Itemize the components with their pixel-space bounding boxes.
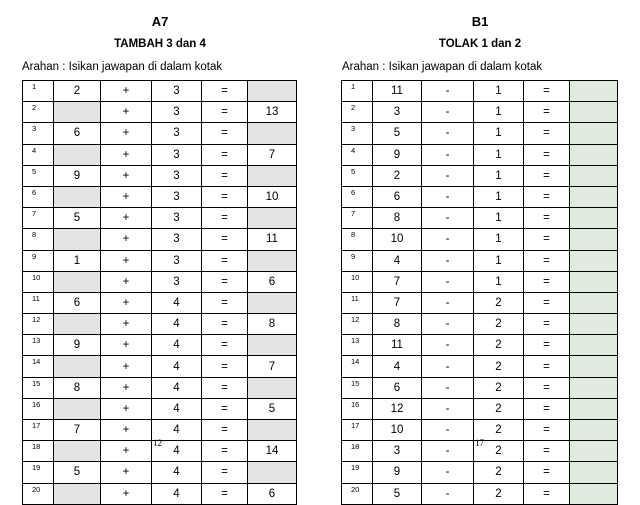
second-operand: 2 (474, 483, 524, 504)
answer-box: 14 (248, 441, 297, 462)
question-number: 14 (342, 356, 373, 377)
first-operand: 3 (373, 441, 422, 462)
question-number: 14 (23, 356, 54, 377)
first-operand: 7 (54, 420, 101, 441)
question-number: 18 (342, 441, 373, 462)
equals-sign: = (524, 335, 570, 356)
operator-sign: + (101, 186, 152, 207)
first-operand: 4 (373, 356, 422, 377)
exercise-row (342, 398, 618, 419)
answer-box[interactable] (570, 356, 618, 377)
question-number: 12 (23, 314, 54, 335)
worksheet-subtitle: TAMBAH 3 dan 4 (114, 38, 206, 50)
operator-sign: + (101, 123, 152, 144)
exercise-row (342, 123, 618, 144)
second-operand: 3 (152, 165, 202, 186)
answer-box[interactable] (248, 250, 297, 271)
question-number: 15 (342, 377, 373, 398)
question-number: 4 (23, 144, 54, 165)
operator-sign: - (422, 271, 474, 292)
exercise-row (342, 208, 618, 229)
question-number: 6 (23, 186, 54, 207)
exercise-row (342, 335, 618, 356)
second-operand: 3 (152, 81, 202, 102)
exercise-row (23, 271, 297, 292)
first-operand: 5 (54, 462, 101, 483)
equals-sign: = (524, 102, 570, 123)
second-operand: 3 (152, 123, 202, 144)
answer-box: 13 (248, 102, 297, 123)
question-number: 1 (342, 81, 373, 102)
second-operand: 3 (152, 208, 202, 229)
first-operand: 11 (373, 81, 422, 102)
equals-sign: = (202, 314, 248, 335)
exercise-row (23, 335, 297, 356)
question-number: 3 (23, 123, 54, 144)
exercise-row (23, 314, 297, 335)
answer-box: 7 (248, 144, 297, 165)
answer-box[interactable] (570, 229, 618, 250)
operator-sign: + (101, 250, 152, 271)
first-operand: 1 (54, 250, 101, 271)
equals-sign: = (202, 144, 248, 165)
second-operand: 2 (474, 356, 524, 377)
operator-sign: - (422, 462, 474, 483)
operator-sign: - (422, 314, 474, 335)
second-operand: 2 (474, 462, 524, 483)
second-operand: 3 (152, 186, 202, 207)
second-operand: 4 (152, 356, 202, 377)
exercise-row (23, 377, 297, 398)
question-number: 4 (342, 144, 373, 165)
operator-sign: + (101, 483, 152, 504)
question-number: 12 (342, 314, 373, 335)
equals-sign: = (202, 335, 248, 356)
operator-sign: - (422, 335, 474, 356)
question-number: 20 (342, 483, 373, 504)
answer-box[interactable] (570, 250, 618, 271)
first-operand: 8 (373, 208, 422, 229)
equals-sign: = (524, 123, 570, 144)
second-operand: 1 (474, 102, 524, 123)
first-operand: 6 (54, 292, 101, 313)
second-operand: 3 (152, 271, 202, 292)
operator-sign: - (422, 144, 474, 165)
equals-sign: = (524, 420, 570, 441)
answer-box[interactable] (570, 377, 618, 398)
second-operand: 1 (474, 81, 524, 102)
answer-box: 6 (248, 483, 297, 504)
exercise-row (342, 165, 618, 186)
answer-box[interactable] (570, 165, 618, 186)
exercise-row (23, 144, 297, 165)
equals-sign: = (524, 441, 570, 462)
question-number: 16 (342, 398, 373, 419)
question-number: 1 (23, 81, 54, 102)
equals-sign: = (202, 441, 248, 462)
operator-sign: + (101, 292, 152, 313)
second-operand: 1 (474, 186, 524, 207)
second-operand: 2 (474, 377, 524, 398)
worksheet-subtitle: TOLAK 1 dan 2 (438, 38, 522, 50)
equals-sign: = (202, 292, 248, 313)
question-number: 17 (23, 420, 54, 441)
exercise-row (23, 123, 297, 144)
answer-box[interactable] (570, 208, 618, 229)
operator-sign: - (422, 186, 474, 207)
answer-box[interactable] (570, 123, 618, 144)
equals-sign: = (202, 271, 248, 292)
operator-sign: + (101, 441, 152, 462)
second-operand: 2 (474, 398, 524, 419)
answer-box[interactable] (570, 144, 618, 165)
exercise-row (342, 462, 618, 483)
page-number: 12 (153, 438, 162, 448)
first-operand: 9 (54, 335, 101, 356)
operator-sign: + (101, 335, 152, 356)
question-number: 5 (342, 165, 373, 186)
first-operand: 2 (373, 165, 422, 186)
answer-box[interactable] (570, 335, 618, 356)
operator-sign: - (422, 356, 474, 377)
first-operand: 8 (54, 377, 101, 398)
equals-sign: = (524, 81, 570, 102)
first-operand: 9 (373, 462, 422, 483)
answer-box[interactable] (248, 81, 297, 102)
first-operand: 7 (373, 271, 422, 292)
answer-box[interactable] (248, 123, 297, 144)
operator-sign: - (422, 398, 474, 419)
equals-sign: = (524, 208, 570, 229)
operator-sign: - (422, 102, 474, 123)
operator-sign: + (101, 229, 152, 250)
question-number: 8 (23, 229, 54, 250)
exercise-row (23, 208, 297, 229)
answer-box[interactable] (248, 377, 297, 398)
question-number: 2 (342, 102, 373, 123)
answer-box[interactable] (570, 398, 618, 419)
exercise-row (23, 102, 297, 123)
equals-sign: = (202, 377, 248, 398)
worksheet-code: A7 (151, 14, 169, 29)
exercise-row (342, 144, 618, 165)
second-operand: 1 (474, 144, 524, 165)
question-number: 3 (342, 123, 373, 144)
exercise-row (342, 377, 618, 398)
answer-box: 7 (248, 356, 297, 377)
equals-sign: = (202, 208, 248, 229)
second-operand: 3 (152, 144, 202, 165)
first-operand: 6 (373, 377, 422, 398)
exercise-row (23, 356, 297, 377)
question-number: 9 (342, 250, 373, 271)
second-operand: 4 (152, 398, 202, 419)
exercise-row (342, 356, 618, 377)
question-number: 13 (23, 335, 54, 356)
first-operand: 8 (373, 314, 422, 335)
equals-sign: = (524, 314, 570, 335)
blank-operand-box[interactable] (54, 441, 101, 462)
operator-sign: + (101, 314, 152, 335)
second-operand: 4 (152, 335, 202, 356)
answer-box[interactable] (248, 462, 297, 483)
first-operand: 10 (373, 420, 422, 441)
answer-box[interactable] (570, 483, 618, 504)
blank-operand-box[interactable] (54, 186, 101, 207)
operator-sign: - (422, 165, 474, 186)
second-operand: 4 (152, 441, 202, 462)
second-operand: 1 (474, 250, 524, 271)
second-operand: 4 (152, 462, 202, 483)
second-operand: 2 (474, 292, 524, 313)
question-number: 18 (23, 441, 54, 462)
answer-box[interactable] (570, 314, 618, 335)
exercise-row (342, 314, 618, 335)
equals-sign: = (202, 102, 248, 123)
first-operand: 5 (54, 208, 101, 229)
first-operand: 6 (373, 186, 422, 207)
question-number: 11 (23, 292, 54, 313)
question-number: 10 (342, 271, 373, 292)
operator-sign: - (422, 420, 474, 441)
first-operand: 7 (373, 292, 422, 313)
equals-sign: = (524, 462, 570, 483)
question-number: 7 (23, 208, 54, 229)
second-operand: 3 (152, 250, 202, 271)
second-operand: 2 (474, 314, 524, 335)
answer-box[interactable] (570, 441, 618, 462)
equals-sign: = (524, 186, 570, 207)
first-operand: 5 (373, 123, 422, 144)
question-number: 8 (342, 229, 373, 250)
exercise-row (23, 186, 297, 207)
answer-box[interactable] (570, 81, 618, 102)
operator-sign: - (422, 483, 474, 504)
answer-box: 6 (248, 271, 297, 292)
answer-box[interactable] (248, 292, 297, 313)
second-operand: 1 (474, 271, 524, 292)
answer-box[interactable] (570, 102, 618, 123)
answer-box[interactable] (570, 462, 618, 483)
operator-sign: - (422, 208, 474, 229)
operator-sign: + (101, 462, 152, 483)
operator-sign: - (422, 441, 474, 462)
operator-sign: - (422, 250, 474, 271)
blank-operand-box[interactable] (54, 102, 101, 123)
equals-sign: = (202, 250, 248, 271)
operator-sign: + (101, 271, 152, 292)
equals-sign: = (202, 123, 248, 144)
second-operand: 1 (474, 123, 524, 144)
second-operand: 2 (474, 441, 524, 462)
equals-sign: = (524, 165, 570, 186)
equals-sign: = (524, 483, 570, 504)
exercise-row (23, 165, 297, 186)
operator-sign: - (422, 123, 474, 144)
worksheet-instruction: Arahan : Isikan jawapan di dalam kotak (22, 61, 223, 73)
operator-sign: + (101, 81, 152, 102)
answer-box[interactable] (570, 271, 618, 292)
exercise-row (23, 398, 297, 419)
operator-sign: - (422, 229, 474, 250)
blank-operand-box[interactable] (54, 398, 101, 419)
exercise-row (23, 462, 297, 483)
answer-box: 8 (248, 314, 297, 335)
answer-box[interactable] (248, 420, 297, 441)
second-operand: 4 (152, 314, 202, 335)
equals-sign: = (202, 229, 248, 250)
blank-operand-box[interactable] (54, 271, 101, 292)
exercise-row (342, 81, 618, 102)
exercise-row (342, 271, 618, 292)
second-operand: 4 (152, 483, 202, 504)
equals-sign: = (202, 81, 248, 102)
blank-operand-box[interactable] (54, 356, 101, 377)
exercise-row (23, 229, 297, 250)
operator-sign: + (101, 144, 152, 165)
answer-box[interactable] (570, 186, 618, 207)
equals-sign: = (524, 377, 570, 398)
exercise-row (23, 81, 297, 102)
answer-box[interactable] (570, 292, 618, 313)
exercise-row (23, 483, 297, 504)
equals-sign: = (524, 250, 570, 271)
question-number: 15 (23, 377, 54, 398)
worksheet-instruction: Arahan : Isikan jawapan di dalam kotak (342, 61, 543, 73)
second-operand: 2 (474, 335, 524, 356)
second-operand: 2 (474, 420, 524, 441)
operator-sign: - (422, 81, 474, 102)
first-operand: 4 (373, 250, 422, 271)
question-number: 20 (23, 483, 54, 504)
equals-sign: = (524, 271, 570, 292)
answer-box[interactable] (248, 165, 297, 186)
answer-box: 5 (248, 398, 297, 419)
first-operand: 5 (373, 483, 422, 504)
answer-box: 11 (248, 229, 297, 250)
blank-operand-box[interactable] (54, 314, 101, 335)
first-operand: 11 (373, 335, 422, 356)
first-operand: 10 (373, 229, 422, 250)
operator-sign: + (101, 102, 152, 123)
equals-sign: = (202, 186, 248, 207)
second-operand: 1 (474, 208, 524, 229)
exercise-row (342, 250, 618, 271)
exercise-row (23, 250, 297, 271)
answer-box: 10 (248, 186, 297, 207)
operator-sign: - (422, 292, 474, 313)
exercise-row (23, 292, 297, 313)
equals-sign: = (202, 165, 248, 186)
question-number: 10 (23, 271, 54, 292)
second-operand: 3 (152, 102, 202, 123)
equals-sign: = (202, 356, 248, 377)
question-number: 16 (23, 398, 54, 419)
worksheet-b1 (320, 0, 640, 500)
exercise-row (342, 186, 618, 207)
operator-sign: + (101, 398, 152, 419)
worksheet-a7 (0, 0, 320, 500)
operator-sign: + (101, 420, 152, 441)
exercise-row (342, 229, 618, 250)
equals-sign: = (524, 144, 570, 165)
first-operand: 6 (54, 123, 101, 144)
equals-sign: = (524, 292, 570, 313)
question-number: 7 (342, 208, 373, 229)
second-operand: 4 (152, 420, 202, 441)
equals-sign: = (202, 420, 248, 441)
equals-sign: = (202, 398, 248, 419)
exercise-row (342, 102, 618, 123)
question-number: 2 (23, 102, 54, 123)
equals-sign: = (524, 398, 570, 419)
operator-sign: + (101, 377, 152, 398)
second-operand: 3 (152, 229, 202, 250)
blank-operand-box[interactable] (54, 144, 101, 165)
first-operand: 2 (54, 81, 101, 102)
operator-sign: + (101, 165, 152, 186)
answer-box[interactable] (248, 335, 297, 356)
first-operand: 12 (373, 398, 422, 419)
question-number: 19 (23, 462, 54, 483)
exercise-row (342, 483, 618, 504)
question-number: 11 (342, 292, 373, 313)
answer-box[interactable] (248, 208, 297, 229)
equals-sign: = (524, 356, 570, 377)
answer-box[interactable] (570, 420, 618, 441)
page-number: 17 (475, 438, 484, 448)
operator-sign: + (101, 208, 152, 229)
blank-operand-box[interactable] (54, 483, 101, 504)
first-operand: 9 (54, 165, 101, 186)
equals-sign: = (202, 483, 248, 504)
exercise-row (342, 292, 618, 313)
equals-sign: = (202, 462, 248, 483)
question-number: 19 (342, 462, 373, 483)
operator-sign: - (422, 377, 474, 398)
question-number: 13 (342, 335, 373, 356)
operator-sign: + (101, 356, 152, 377)
question-number: 17 (342, 420, 373, 441)
worksheet-code: B1 (471, 14, 489, 29)
first-operand: 3 (373, 102, 422, 123)
blank-operand-box[interactable] (54, 229, 101, 250)
question-number: 9 (23, 250, 54, 271)
equals-sign: = (524, 229, 570, 250)
second-operand: 4 (152, 377, 202, 398)
second-operand: 4 (152, 292, 202, 313)
second-operand: 1 (474, 165, 524, 186)
first-operand: 9 (373, 144, 422, 165)
second-operand: 1 (474, 229, 524, 250)
question-number: 5 (23, 165, 54, 186)
question-number: 6 (342, 186, 373, 207)
